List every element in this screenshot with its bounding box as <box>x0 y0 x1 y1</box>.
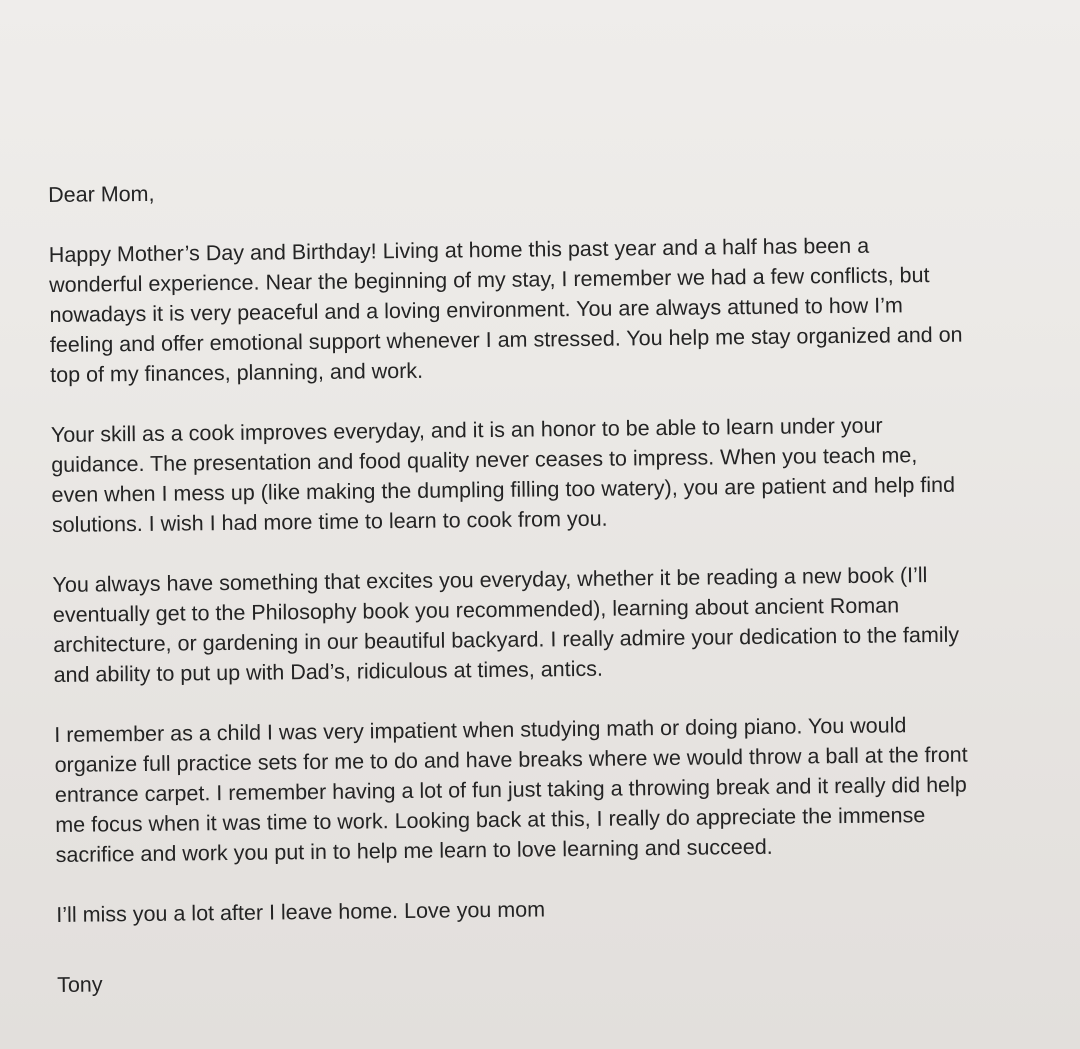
paragraph-3: You always have something that excites you everyday, whether it be reading a new book (I’ll eventually get to the Philosophy book you recommended), learning about ancient Roman architecture, or gardening in our beautiful backyard. I really admire your dedication to the family and ability to put up with Dad’s, ridiculous at times, antics. <box>52 563 960 687</box>
paragraph-2: Your skill as a cook improves everyday, and it is an honor to be able to learn under your guidance. The presentation and food quality never ceases to impress. When you teach me, even when I mess up (like making the dumpling filling too watery), you are patient and help find solutions. I wish I had more time to learn to cook from you. <box>50 413 956 537</box>
paragraph-4: I remember as a child I was very impatient when studying math or doing piano. You would organize full practice sets for me to do and have breaks where we would throw a ball at the front entrance carpet. I remember having a lot of fun just taking a throwing break and it really did help me focus when it was time to work. Looking back at this, I really do appreciate the immense sacrifice and work you put in to help me learn to love learning and succeed. <box>54 713 968 867</box>
letter-body <box>48 169 1057 1000</box>
paragraph-1: Happy Mother’s Day and Birthday! Living at home this past year and a half has been a wonderful experience. Near the beginning of my stay, I remember we had a few conflicts, but nowadays it is very peaceful and a loving environment. You are always attuned to how I’m feeling and offer emotional support whenever I am stressed. You help me stay organized and on top of my finances, planning, and work. <box>48 233 963 387</box>
closing-line: I’ll miss you a lot after I leave home. Love you mom <box>56 897 546 927</box>
salutation: Dear Mom, <box>48 181 155 207</box>
signature: Tony <box>56 972 103 997</box>
